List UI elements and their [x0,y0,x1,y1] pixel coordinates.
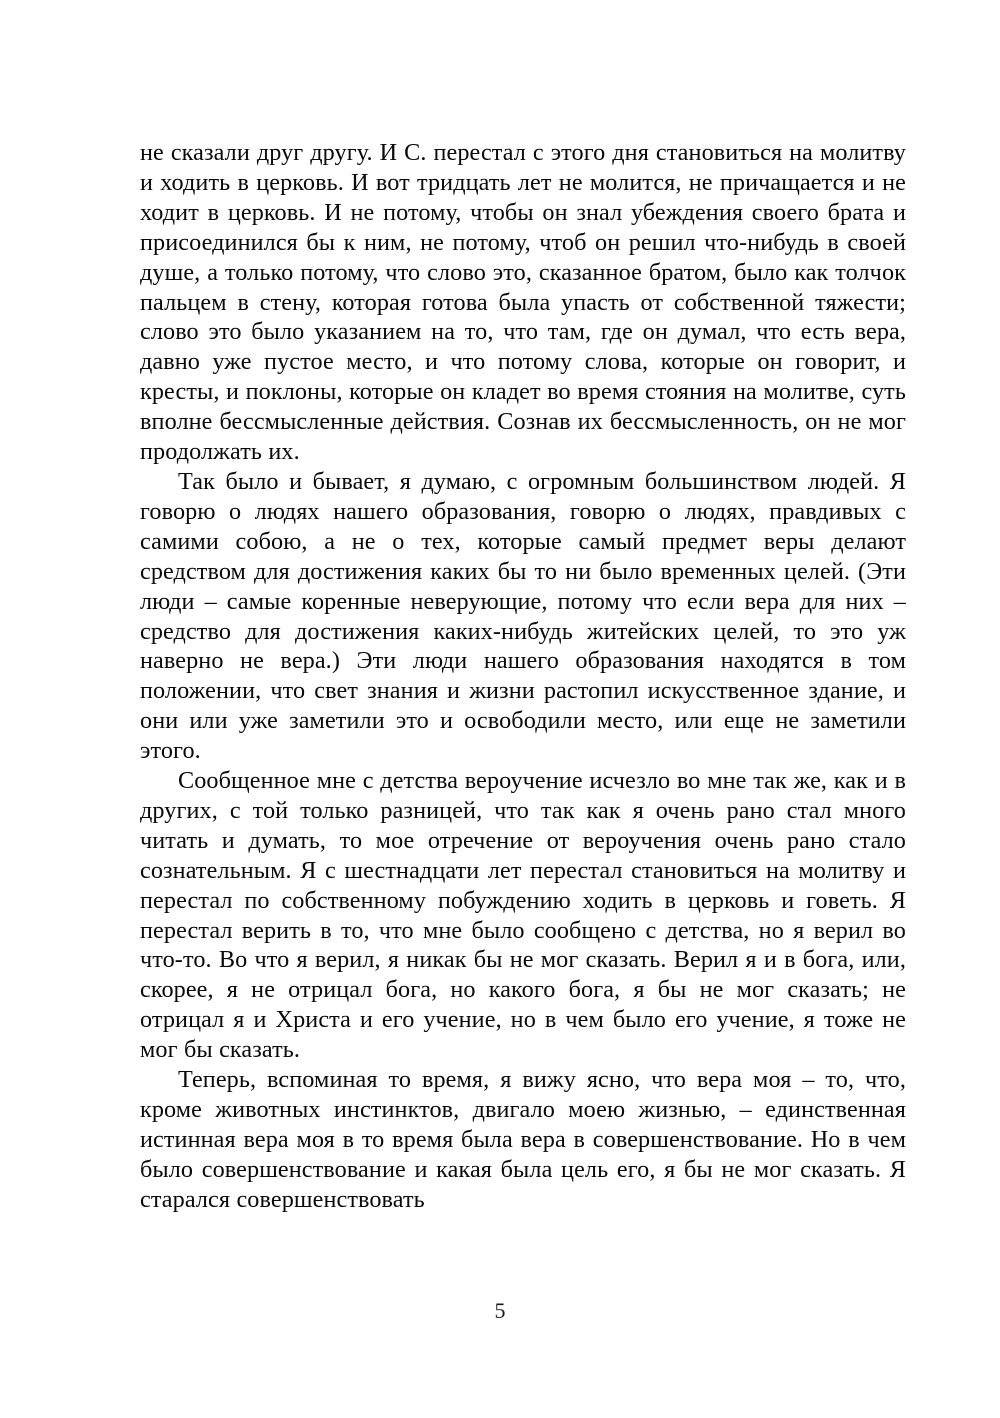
paragraph-4: Теперь, вспоминая то время, я вижу ясно, что вера моя – то, что, кроме животных инстинктов, двигало моею жизнью, – единственная истинная вера моя в то время была вера в совершенствование. Но в чем было совершенствование и какая была цель его, я бы не мог сказать. Я старался совершенствовать [140,1066,906,1213]
paragraph-2: Так было и бывает, я думаю, с огромным большинством людей. Я говорю о людях нашего образования, говорю о людях, правдивых с самими собою, а не о тех, которые самый предмет веры делают средством для достижения каких бы то ни было временных целей. (Эти люди – самые коренные неверующие, потому что если вера для них – средство для достижения каких-нибудь житейских целей, то это уж наверно не вера.) Эти люди нашего образования находятся в том положении, что свет знания и жизни растопил искусственное здание, и они или уже заметили это и освободили место, или еще не заметили этого. [140,467,906,765]
page-text-block [140,138,906,1215]
page-number-folio: 5 [494,1298,506,1323]
paragraph-1: не сказали друг другу. И С. перестал с этого дня становиться на молитву и ходить в церковь. И вот тридцать лет не молится, не причащается и не ходит в церковь. И не потому, чтобы он знал убеждения своего брата и присоединился бы к ним, не потому, чтоб он решил что-нибудь в своей душе, а только потому, что слово это, сказанное братом, было как толчок пальцем в стену, которая готова была упасть от собственной тяжести; слово это было указанием на то, что там, где он думал, что есть вера, давно уже пустое место, и что потому слова, которые он говорит, и кресты, и поклоны, которые он кладет во время стояния на молитве, суть вполне бессмысленные действия. Сознав их бессмысленность, он не мог продолжать их. [140,139,906,466]
paragraph-3: Сообщенное мне с детства вероучение исчезло во мне так же, как и в других, с той только разницей, что так как я очень рано стал много читать и думать, то мое отречение от вероучения очень рано стало сознательным. Я с шестнадцати лет перестал становиться на молитву и перестал по собственному побуждению ходить в церковь и говеть. Я перестал верить в то, что мне было сообщено с детства, но я верил во что-то. Во что я верил, я никак бы не мог сказать. Верил я и в бога, или, скорее, я не отрицал бога, но какого бога, я бы не мог сказать; не отрицал я и Христа и его учение, но в чем было его учение, я тоже не мог бы сказать. [140,767,906,1064]
